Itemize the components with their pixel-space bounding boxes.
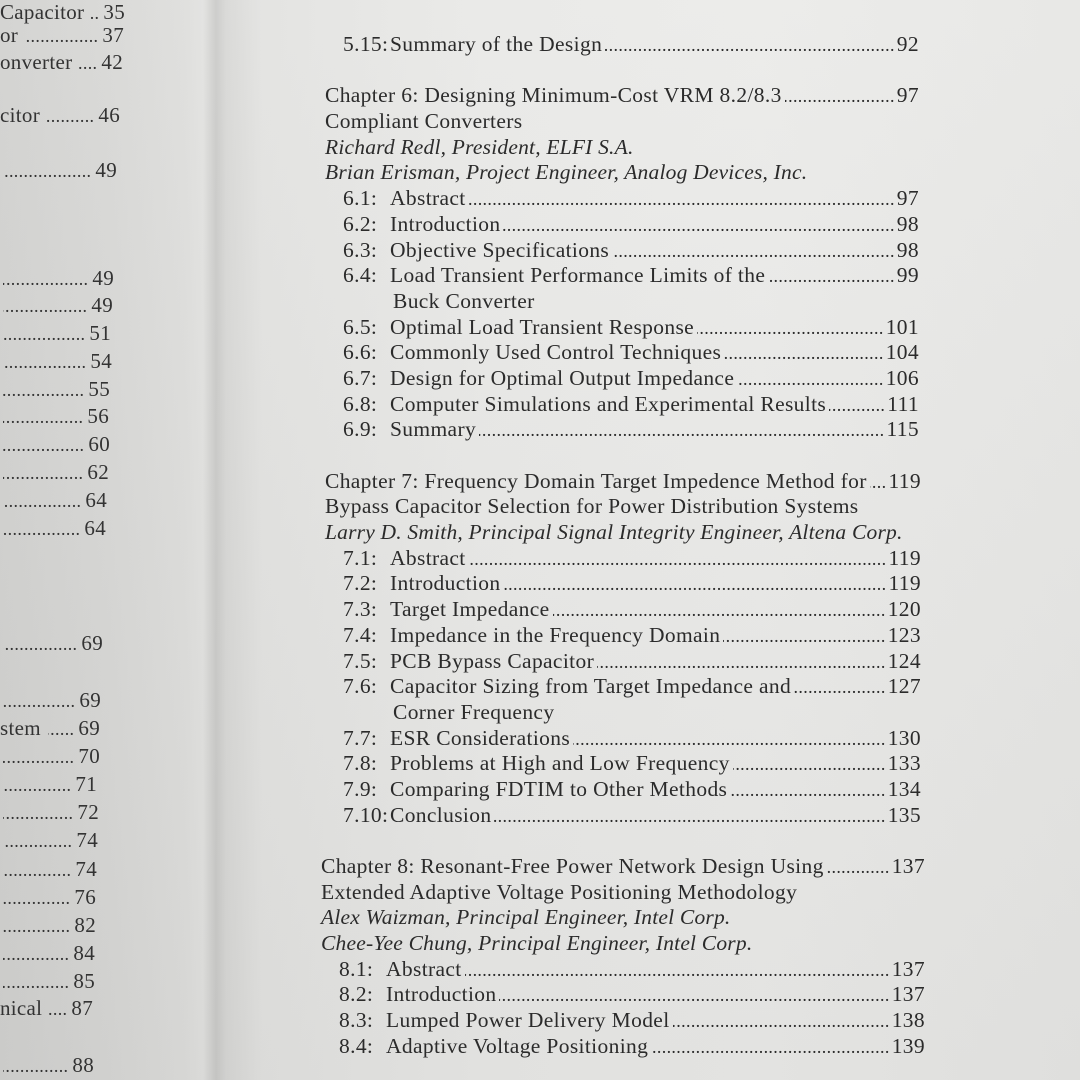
- section-title: Design for Optimal Output Impedance: [390, 365, 735, 390]
- chapter-title: Chapter 7: Frequency Domain Target Impedence Method for: [325, 468, 867, 493]
- dot-leader: [673, 1009, 890, 1035]
- entry-title-fragment: citor: [0, 103, 40, 127]
- toc-entry: [323, 597, 921, 623]
- dot-leader: [3, 378, 84, 402]
- section-number: 6.8:: [343, 391, 378, 416]
- page-number: 106: [885, 365, 919, 390]
- section-number: 8.2:: [339, 982, 374, 1007]
- page-number: 51: [89, 321, 111, 345]
- toc-entry: [323, 674, 921, 700]
- dot-leader: [3, 689, 75, 713]
- page-number: 74: [75, 857, 97, 881]
- page-number: 123: [887, 622, 921, 647]
- toc-entry: [0, 1053, 94, 1077]
- page-number: 134: [887, 776, 921, 801]
- page-number: 124: [887, 648, 921, 673]
- dot-leader: [3, 914, 70, 938]
- section-title: Target Impedance: [390, 597, 550, 622]
- toc-entry: [323, 366, 919, 392]
- dot-leader: [25, 24, 98, 48]
- section-number: 5.15:: [343, 32, 389, 56]
- dot-leader: [3, 461, 83, 485]
- dot-leader: [612, 239, 895, 265]
- toc-entry: [0, 913, 96, 937]
- dot-leader: [785, 84, 895, 110]
- section-title-continuation: Corner Frequency: [393, 699, 555, 724]
- toc-entry: [0, 460, 109, 484]
- toc-entry: [0, 941, 95, 965]
- toc-entry: [323, 238, 919, 264]
- toc-entry: [323, 186, 919, 212]
- section-title: Summary: [390, 417, 477, 442]
- page-number: 70: [78, 744, 100, 768]
- page-number: 69: [79, 688, 101, 712]
- page-number: 111: [887, 391, 919, 416]
- section-title: Abstract: [390, 186, 466, 211]
- toc-entry: [0, 716, 100, 740]
- page-number: 64: [84, 516, 106, 540]
- page-number: 119: [888, 571, 921, 596]
- section-title: Load Transient Performance Limits of the: [390, 263, 766, 288]
- toc-entry: [0, 23, 124, 47]
- dot-leader: [3, 350, 86, 374]
- entry-title-fragment: or: [0, 23, 19, 47]
- toc-entry: [323, 649, 921, 675]
- dot-leader: [48, 717, 75, 741]
- section-title: Capacitor Sizing from Target Impedance and: [390, 674, 792, 699]
- page-number: 127: [887, 674, 921, 699]
- dot-leader: [697, 316, 884, 342]
- page-number: 37: [102, 23, 124, 47]
- page-number: 130: [887, 725, 921, 750]
- section-title: Commonly Used Control Techniques: [390, 340, 722, 365]
- section-title: Introduction: [390, 211, 501, 236]
- toc-entry: [323, 212, 919, 238]
- chapter-block: [319, 854, 925, 1060]
- dot-leader: [3, 632, 77, 656]
- page-number: 76: [74, 885, 96, 909]
- page-number: 87: [71, 996, 93, 1020]
- dot-leader: [3, 517, 80, 541]
- dot-leader: [597, 650, 886, 676]
- dot-leader: [3, 405, 83, 429]
- page-number: 72: [77, 800, 99, 824]
- dot-leader: [3, 433, 84, 457]
- toc-entry: [323, 726, 921, 752]
- dot-leader: [3, 745, 74, 769]
- toc-entry: [323, 751, 921, 777]
- entry-title-fragment: nical: [0, 996, 43, 1020]
- toc-entry: [323, 392, 919, 418]
- section-number: 6.5:: [343, 314, 378, 339]
- toc-entry: [323, 546, 921, 572]
- toc-entry: [0, 266, 114, 290]
- author-line: Richard Redl, President, ELFI S.A.: [325, 134, 634, 159]
- dot-leader: [465, 958, 890, 984]
- page-number: 139: [891, 1033, 925, 1058]
- dot-leader: [469, 187, 895, 213]
- page-number: 137: [891, 956, 925, 981]
- section-number: 6.2:: [343, 211, 378, 236]
- toc-entry: [0, 377, 110, 401]
- page-number: 101: [885, 314, 919, 339]
- chapter-title-continuation: Compliant Converters: [325, 109, 523, 134]
- section-title: Lumped Power Delivery Model: [386, 1008, 670, 1033]
- section-title: PCB Bypass Capacitor: [390, 648, 595, 673]
- chapter-heading: [319, 854, 925, 880]
- toc-entry: [0, 772, 97, 796]
- page-number: 56: [87, 404, 109, 428]
- toc-entry: [0, 828, 98, 852]
- dot-leader: [3, 1054, 68, 1078]
- section-title: ESR Considerations: [390, 725, 571, 750]
- dot-leader: [651, 1035, 889, 1061]
- page-number: 120: [887, 597, 921, 622]
- page-number: 69: [81, 631, 103, 655]
- page-number: 88: [72, 1053, 94, 1077]
- page-number: 49: [91, 293, 113, 317]
- page-number: 137: [891, 982, 925, 1007]
- toc-entry: [323, 315, 919, 341]
- dot-leader: [494, 804, 885, 830]
- toc-entry: [0, 744, 100, 768]
- toc-entry: [323, 777, 921, 803]
- entry-title-fragment: onverter: [0, 50, 73, 74]
- dot-leader: [3, 773, 71, 797]
- chapter-block: [323, 83, 919, 443]
- section-title: Introduction: [390, 571, 501, 596]
- section-title: Comparing FDTIM to Other Methods: [390, 776, 728, 801]
- chapter-title-continuation: Extended Adaptive Voltage Positioning Methodology: [321, 879, 798, 904]
- page-number: 104: [885, 340, 919, 365]
- dot-leader: [3, 801, 73, 825]
- section-title: Summary of the Design: [390, 32, 603, 56]
- dot-leader: [3, 942, 69, 966]
- toc-entry: [319, 957, 925, 983]
- dot-leader: [605, 33, 895, 59]
- toc-entry: [0, 50, 123, 74]
- author-line: Chee-Yee Chung, Principal Engineer, Intel Corp.: [321, 931, 753, 956]
- toc-entry: [0, 158, 117, 182]
- dot-leader: [768, 264, 895, 290]
- page-number: 98: [896, 237, 919, 262]
- section-number: 6.7:: [343, 365, 378, 390]
- page-number: 119: [888, 545, 921, 570]
- section-title: Abstract: [386, 956, 462, 981]
- toc-entry: [319, 982, 925, 1008]
- section-number: 6.4:: [343, 263, 378, 288]
- section-number: 7.2:: [343, 571, 378, 596]
- section-title: Introduction: [386, 982, 497, 1007]
- toc-entry: [0, 969, 95, 993]
- toc-entry: [319, 1034, 925, 1060]
- dot-leader: [870, 470, 887, 496]
- dot-leader: [794, 675, 886, 701]
- dot-leader: [3, 829, 72, 853]
- dot-leader: [573, 727, 886, 753]
- section-title: Abstract: [390, 545, 466, 570]
- page-number: 97: [896, 186, 919, 211]
- dot-leader: [49, 997, 67, 1021]
- page-number: 49: [95, 158, 117, 182]
- dot-leader: [47, 104, 94, 128]
- section-number: 7.5:: [343, 648, 378, 673]
- toc-entry: [0, 0, 125, 24]
- dot-leader: [730, 778, 885, 804]
- page-number: 85: [73, 969, 95, 993]
- toc-entry: [0, 996, 93, 1020]
- dot-leader: [3, 294, 87, 318]
- left-page: [0, 0, 212, 1080]
- toc-entry: [323, 32, 919, 58]
- dot-leader: [553, 598, 886, 624]
- section-title: Impedance in the Frequency Domain: [390, 622, 721, 647]
- section-number: 7.3:: [343, 597, 378, 622]
- dot-leader: [737, 367, 883, 393]
- page-number: 137: [891, 854, 925, 878]
- dot-leader: [723, 624, 885, 650]
- toc-entry: [0, 800, 99, 824]
- section-number: 8.3:: [339, 1008, 374, 1033]
- toc-entry: [323, 340, 919, 366]
- section-number: 7.4:: [343, 622, 378, 647]
- dot-leader: [724, 341, 884, 367]
- toc-entry: [0, 404, 109, 428]
- dot-leader: [3, 489, 81, 513]
- page-number: 69: [78, 716, 100, 740]
- chapter-title-continuation: Bypass Capacitor Selection for Power Distribution Systems: [325, 494, 859, 519]
- toc-entry: [319, 1008, 925, 1034]
- section-number: 7.8:: [343, 751, 378, 776]
- page-number: 115: [886, 417, 919, 442]
- page-number: 135: [887, 802, 921, 827]
- toc-entry: [0, 103, 120, 127]
- author-line: Brian Erisman, Project Engineer, Analog Devices, Inc.: [325, 160, 808, 185]
- section-number: 7.7:: [343, 725, 378, 750]
- section-title: Objective Specifications: [390, 237, 610, 262]
- dot-leader: [469, 547, 887, 573]
- toc-entry: [0, 349, 112, 373]
- dot-leader: [479, 418, 884, 444]
- dot-leader: [79, 51, 97, 75]
- page-number: 64: [85, 488, 107, 512]
- toc-entry: [323, 417, 919, 443]
- dot-leader: [499, 983, 889, 1009]
- section-title: Computer Simulations and Experimental Results: [390, 391, 827, 416]
- section-number: 7.10:: [343, 802, 389, 827]
- section-number: 7.9:: [343, 776, 378, 801]
- section-number: 6.1:: [343, 186, 378, 211]
- author-line: Alex Waizman, Principal Engineer, Intel Corp.: [321, 905, 731, 930]
- page-number: 119: [888, 468, 921, 493]
- toc-entry: [0, 631, 103, 655]
- dot-leader: [733, 752, 886, 778]
- toc-entry: [0, 885, 96, 909]
- page-number: 71: [75, 772, 97, 796]
- page-number: 60: [88, 432, 110, 456]
- section-title: Conclusion: [390, 802, 492, 827]
- dot-leader: [3, 858, 71, 882]
- toc-entry: [0, 688, 101, 712]
- section-number: 8.4:: [339, 1033, 374, 1058]
- dot-leader: [503, 213, 894, 239]
- toc-entry: [0, 516, 106, 540]
- page-number: 99: [896, 263, 919, 288]
- section-number: 7.6:: [343, 674, 378, 699]
- page-number: 82: [74, 913, 96, 937]
- page-number: 54: [90, 349, 112, 373]
- toc-entry: [323, 571, 921, 597]
- dot-leader: [827, 855, 890, 881]
- dot-leader: [3, 159, 91, 183]
- section-number: 6.3:: [343, 237, 378, 262]
- dot-leader: [3, 970, 69, 994]
- page-number: 49: [92, 266, 114, 290]
- section-number: 6.9:: [343, 417, 378, 442]
- page-number: 62: [87, 460, 109, 484]
- right-page: [321, 32, 925, 1060]
- section-title-continuation: Buck Converter: [393, 288, 535, 313]
- page-number: 74: [76, 828, 98, 852]
- entry-title-fragment: stem: [0, 716, 41, 740]
- page-number: 46: [98, 103, 120, 127]
- section-number: 8.1:: [339, 956, 374, 981]
- page-number: 133: [887, 751, 921, 776]
- section-title: Problems at High and Low Frequency: [390, 751, 730, 776]
- dot-leader: [829, 393, 885, 419]
- page-number: 35: [103, 0, 125, 24]
- toc-entry: [323, 263, 919, 289]
- toc-entry: [0, 432, 110, 456]
- chapter-heading: [323, 469, 921, 495]
- page-number: 97: [896, 83, 919, 108]
- toc-entry: [0, 857, 97, 881]
- entry-title-fragment: Capacitor: [0, 0, 85, 24]
- dot-leader: [91, 1, 99, 25]
- toc-entry: [323, 803, 921, 829]
- toc-entry: [0, 488, 107, 512]
- dot-leader: [3, 886, 70, 910]
- author-line: Larry D. Smith, Principal Signal Integrity Engineer, Altena Corp.: [325, 520, 903, 545]
- page-number: 92: [896, 32, 919, 56]
- section-number: 7.1:: [343, 545, 378, 570]
- page-number: 55: [88, 377, 110, 401]
- page-number: 138: [891, 1008, 925, 1033]
- toc-entry: [0, 321, 111, 345]
- chapter-title: Chapter 6: Designing Minimum-Cost VRM 8.2/8.3: [325, 83, 782, 108]
- page-number: 98: [896, 211, 919, 236]
- chapter-title: Chapter 8: Resonant-Free Power Network Design Using: [321, 854, 824, 878]
- dot-leader: [3, 267, 88, 291]
- page-number: 42: [101, 50, 123, 74]
- dot-leader: [3, 322, 85, 346]
- dot-leader: [503, 572, 886, 598]
- page-number: 84: [73, 941, 95, 965]
- section-title: Optimal Load Transient Response: [390, 314, 695, 339]
- toc-entry: [0, 293, 113, 317]
- toc-entry: [323, 623, 921, 649]
- section-title: Adaptive Voltage Positioning: [386, 1033, 649, 1058]
- chapter-block: [323, 469, 921, 829]
- section-number: 6.6:: [343, 340, 378, 365]
- chapter-heading: [323, 83, 919, 109]
